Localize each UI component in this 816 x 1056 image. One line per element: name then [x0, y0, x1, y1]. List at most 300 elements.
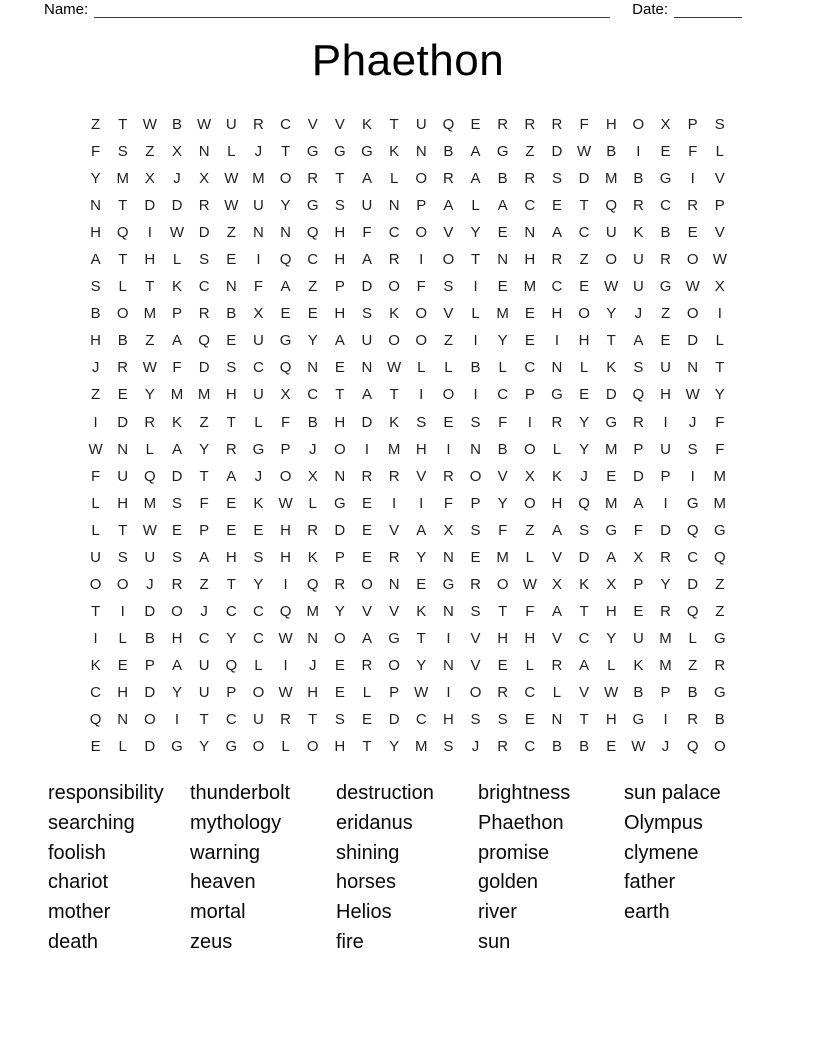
grid-letter: R — [632, 197, 644, 215]
grid-row — [82, 111, 733, 138]
grid-letter: T — [389, 386, 399, 404]
grid-letter: E — [579, 278, 590, 296]
grid-letter: H — [524, 629, 536, 647]
grid-row — [82, 381, 733, 408]
grid-letter: O — [279, 467, 292, 485]
grid-letter: Y — [606, 629, 617, 647]
grid-letter: D — [361, 278, 373, 296]
grid-letter: A — [171, 332, 182, 350]
grid-letter: I — [364, 440, 370, 458]
grid-letter: O — [361, 575, 373, 593]
grid-letter: E — [226, 521, 237, 539]
grid-letter: E — [280, 305, 291, 323]
word-item: sun palace — [624, 782, 721, 804]
grid-letter: V — [443, 224, 454, 242]
grid-letter: O — [578, 305, 590, 323]
grid-letter: J — [580, 467, 588, 485]
grid-letter: S — [171, 494, 182, 512]
grid-letter: G — [171, 738, 183, 756]
grid-letter: X — [714, 278, 725, 296]
grid-letter: C — [497, 386, 509, 404]
grid-letter: V — [443, 305, 454, 323]
grid-letter: I — [120, 602, 125, 620]
grid-letter: C — [252, 359, 264, 377]
grid-letter: G — [306, 143, 319, 161]
grid-letter: U — [632, 251, 644, 269]
word-list-column — [624, 779, 721, 958]
grid-letter: E — [226, 251, 237, 269]
grid-letter: H — [280, 548, 291, 566]
grid-letter: I — [663, 494, 668, 512]
grid-letter: D — [388, 711, 400, 729]
grid-letter: V — [579, 684, 590, 701]
grid-letter: S — [117, 548, 128, 566]
grid-letter: L — [172, 251, 182, 269]
grid-letter: E — [117, 656, 128, 674]
grid-letter: X — [280, 386, 291, 404]
wordsearch-grid — [82, 111, 733, 760]
word-item: thunderbolt — [190, 782, 291, 804]
grid-letter: G — [334, 143, 346, 161]
grid-letter: X — [253, 305, 264, 323]
grid-letter: O — [686, 305, 699, 323]
grid-letter: G — [334, 494, 346, 512]
grid-letter: A — [280, 278, 291, 296]
grid-letter: L — [118, 629, 127, 647]
grid-letter: N — [90, 197, 101, 215]
grid-letter: C — [660, 197, 671, 215]
grid-letter: A — [633, 494, 644, 512]
grid-letter: N — [225, 278, 237, 296]
grid-letter: Y — [606, 305, 617, 323]
grid-letter: X — [144, 170, 155, 188]
grid-letter: R — [252, 116, 264, 134]
grid-letter: C — [524, 684, 536, 701]
grid-letter: S — [470, 602, 481, 620]
grid-letter: I — [419, 494, 424, 512]
grid-letter: U — [225, 116, 237, 134]
grid-letter: F — [172, 359, 182, 377]
grid-letter: T — [335, 170, 345, 188]
grid-letter: N — [442, 656, 454, 674]
grid-letter: O — [415, 305, 428, 323]
grid-row — [82, 354, 733, 381]
grid-row — [82, 652, 733, 679]
grid-letter: O — [388, 332, 400, 350]
word-item: searching — [48, 811, 135, 834]
grid-letter: H — [334, 305, 346, 323]
grid-letter: F — [90, 467, 101, 485]
grid-letter: S — [117, 143, 128, 161]
grid-letter: G — [279, 332, 292, 350]
grid-letter: I — [256, 251, 261, 269]
grid-row — [82, 679, 733, 706]
grid-letter: H — [225, 548, 237, 566]
word-item: death — [48, 930, 99, 953]
grid-letter: O — [116, 305, 129, 323]
grid-letter: M — [713, 467, 727, 485]
grid-letter: I — [93, 629, 98, 647]
grid-letter: R — [361, 467, 373, 485]
word-item: chariot — [48, 871, 109, 894]
grid-letter: T — [470, 251, 481, 269]
word-item: zeus — [190, 930, 233, 953]
grid-letter: B — [117, 332, 128, 350]
grid-letter: I — [636, 143, 641, 161]
word-list-column — [478, 779, 624, 958]
grid-letter: Y — [171, 684, 182, 701]
grid-letter: E — [361, 521, 372, 539]
word-item: father — [624, 871, 676, 894]
grid-row — [82, 165, 733, 192]
grid-letter: M — [143, 494, 157, 512]
grid-letter: L — [308, 494, 317, 512]
grid-letter: Q — [198, 332, 210, 350]
grid-letter: F — [688, 143, 698, 161]
grid-letter: H — [90, 332, 101, 350]
grid-letter: T — [362, 738, 372, 756]
grid-letter: B — [497, 170, 508, 188]
grid-letter: S — [551, 170, 562, 188]
grid-letter: W — [224, 197, 239, 215]
grid-letter: T — [715, 359, 725, 377]
grid-letter: W — [278, 629, 293, 647]
grid-letter: U — [660, 440, 671, 458]
grid-letter: R — [388, 548, 400, 566]
grid-letter: L — [118, 738, 127, 756]
grid-row — [82, 598, 733, 625]
grid-letter: T — [416, 629, 426, 647]
grid-letter: H — [660, 386, 671, 404]
grid-letter: Y — [307, 332, 318, 350]
name-blank-line — [94, 2, 610, 18]
grid-letter: R — [497, 684, 509, 701]
grid-letter: I — [473, 278, 478, 296]
grid-letter: R — [442, 467, 454, 485]
grid-letter: Z — [199, 413, 209, 431]
grid-letter: T — [606, 332, 616, 350]
grid-letter: R — [334, 575, 346, 593]
grid-letter: E — [416, 575, 427, 593]
grid-letter: L — [688, 629, 697, 647]
grid-letter: R — [198, 197, 210, 215]
grid-row — [82, 490, 733, 517]
grid-letter: V — [551, 629, 562, 647]
grid-letter: O — [279, 170, 292, 188]
word-item: sun — [478, 930, 511, 953]
grid-letter: A — [470, 170, 481, 188]
grid-letter: K — [416, 602, 427, 620]
grid-letter: S — [334, 711, 345, 729]
grid-letter: C — [307, 251, 319, 269]
grid-letter: A — [361, 170, 372, 188]
grid-letter: M — [523, 278, 537, 296]
grid-letter: U — [632, 629, 644, 647]
grid-letter: N — [388, 197, 400, 215]
grid-letter: E — [633, 602, 644, 620]
word-list-column — [336, 779, 478, 958]
grid-letter: B — [633, 684, 644, 701]
grid-letter: H — [605, 602, 617, 620]
grid-letter: R — [225, 440, 237, 458]
grid-letter: O — [523, 440, 536, 458]
grid-letter: N — [252, 224, 264, 242]
grid-letter: B — [606, 143, 617, 161]
grid-letter: H — [334, 413, 346, 431]
grid-letter: G — [496, 143, 509, 161]
grid-letter: O — [252, 738, 265, 756]
grid-letter: X — [524, 467, 535, 485]
grid-letter: W — [604, 278, 619, 296]
grid-letter: Y — [199, 738, 210, 756]
grid-letter: O — [388, 656, 400, 674]
grid-letter: F — [253, 278, 263, 296]
grid-letter: U — [252, 386, 264, 404]
grid-letter: Z — [145, 143, 155, 161]
grid-letter: G — [659, 278, 672, 296]
grid-letter: P — [280, 440, 291, 458]
grid-letter: Q — [306, 575, 319, 593]
grid-letter: M — [713, 494, 727, 512]
grid-letter: N — [497, 251, 509, 269]
grid-letter: Y — [389, 738, 400, 756]
grid-letter: I — [174, 711, 180, 729]
grid-row — [82, 706, 733, 733]
grid-letter: S — [470, 711, 481, 729]
grid-row — [82, 273, 733, 300]
grid-row — [82, 625, 733, 652]
grid-letter: Q — [306, 224, 319, 242]
grid-letter: P — [524, 386, 535, 404]
grid-letter: Q — [442, 116, 455, 134]
word-item: horses — [336, 871, 397, 894]
grid-letter: E — [524, 305, 535, 323]
grid-letter: Q — [225, 656, 238, 674]
grid-letter: E — [687, 224, 698, 242]
grid-letter: L — [552, 440, 562, 458]
grid-letter: J — [200, 602, 208, 620]
grid-letter: C — [225, 602, 237, 620]
grid-letter: S — [90, 278, 101, 296]
header — [44, 1, 742, 19]
grid-letter: I — [690, 170, 695, 188]
grid-row — [82, 517, 733, 544]
grid-letter: D — [605, 386, 617, 404]
grid-row — [82, 436, 733, 463]
grid-letter: G — [388, 629, 400, 647]
grid-letter: R — [551, 656, 563, 674]
grid-letter: F — [90, 143, 101, 161]
grid-letter: M — [604, 170, 618, 188]
grid-letter: R — [171, 575, 183, 593]
grid-letter: H — [144, 251, 156, 269]
grid-letter: L — [579, 359, 589, 377]
grid-letter: M — [604, 440, 618, 458]
grid-letter: I — [419, 251, 424, 269]
grid-letter: E — [117, 386, 128, 404]
grid-letter: L — [254, 656, 263, 674]
grid-letter: U — [252, 197, 264, 215]
grid-letter: K — [389, 143, 400, 161]
grid-letter: K — [389, 305, 400, 323]
grid-letter: E — [226, 494, 237, 512]
grid-letter: T — [145, 278, 155, 296]
grid-letter: F — [443, 494, 453, 512]
grid-letter: C — [198, 629, 210, 647]
grid-letter: B — [307, 413, 318, 431]
grid-letter: A — [551, 224, 562, 242]
grid-letter: R — [660, 602, 671, 620]
grid-letter: Q — [144, 467, 156, 485]
grid-letter: Y — [660, 575, 671, 593]
grid-letter: O — [605, 251, 618, 269]
grid-letter: N — [415, 143, 427, 161]
grid-letter: Y — [226, 629, 237, 647]
grid-letter: A — [226, 467, 237, 485]
grid-letter: C — [524, 197, 536, 215]
grid-letter: H — [307, 684, 319, 701]
grid-letter: R — [660, 251, 671, 269]
grid-letter: C — [225, 711, 237, 729]
grid-letter: M — [170, 386, 184, 404]
grid-letter: W — [522, 575, 537, 593]
grid-letter: T — [579, 602, 589, 620]
grid-letter: V — [497, 467, 508, 485]
grid-letter: P — [334, 278, 345, 296]
grid-letter: F — [579, 116, 589, 134]
grid-letter: I — [690, 467, 695, 485]
grid-letter: A — [361, 386, 372, 404]
grid-letter: Y — [90, 170, 101, 188]
grid-letter: X — [443, 521, 454, 539]
grid-letter: E — [606, 738, 617, 756]
grid-letter: A — [470, 143, 481, 161]
grid-letter: D — [361, 413, 373, 431]
grid-letter: E — [334, 656, 345, 674]
grid-letter: S — [579, 521, 590, 539]
grid-letter: T — [579, 197, 589, 215]
grid-letter: D — [117, 413, 129, 431]
grid-letter: E — [226, 332, 237, 350]
grid-row — [82, 300, 733, 327]
grid-letter: W — [414, 684, 429, 701]
grid-letter: N — [361, 359, 373, 377]
grid-letter: O — [415, 224, 428, 242]
grid-letter: H — [334, 224, 346, 242]
grid-letter: S — [687, 440, 698, 458]
grid-letter: T — [118, 251, 128, 269]
grid-letter: R — [470, 575, 481, 593]
grid-letter: R — [551, 116, 563, 134]
grid-letter: E — [361, 711, 372, 729]
grid-letter: M — [197, 386, 211, 404]
grid-letter: P — [660, 684, 671, 701]
grid-letter: C — [687, 548, 699, 566]
grid-letter: T — [226, 575, 236, 593]
grid-letter: P — [226, 684, 237, 701]
grid-letter: I — [147, 224, 152, 242]
grid-letter: X — [633, 548, 644, 566]
word-item: golden — [478, 871, 539, 894]
grid-letter: H — [90, 224, 101, 242]
grid-row — [82, 219, 733, 246]
grid-letter: E — [551, 197, 562, 215]
grid-letter: A — [361, 629, 372, 647]
grid-letter: U — [90, 548, 101, 566]
grid-letter: V — [714, 224, 725, 242]
grid-letter: G — [361, 143, 373, 161]
grid-letter: I — [663, 413, 668, 431]
grid-row — [82, 463, 733, 490]
word-item: eridanus — [336, 811, 413, 834]
grid-letter: B — [497, 440, 508, 458]
grid-letter: E — [470, 548, 481, 566]
grid-letter: E — [497, 656, 508, 674]
grid-letter: P — [633, 440, 644, 458]
grid-letter: V — [389, 602, 400, 620]
grid-letter: W — [685, 278, 700, 296]
grid-letter: O — [442, 386, 455, 404]
grid-letter: T — [118, 521, 128, 539]
grid-letter: W — [142, 116, 157, 134]
word-item: foolish — [48, 841, 106, 864]
grid-row — [82, 327, 733, 354]
grid-letter: N — [117, 711, 129, 729]
grid-letter: P — [144, 656, 155, 674]
grid-letter: I — [419, 386, 424, 404]
grid-letter: C — [388, 224, 400, 242]
grid-letter: C — [198, 278, 210, 296]
grid-letter: M — [496, 548, 509, 566]
grid-letter: H — [524, 251, 536, 269]
grid-letter: D — [334, 521, 346, 539]
grid-letter: Y — [579, 413, 590, 431]
grid-letter: J — [254, 143, 263, 161]
grid-letter: O — [415, 170, 428, 188]
grid-letter: O — [415, 332, 428, 350]
grid-letter: T — [280, 143, 291, 161]
grid-letter: O — [632, 116, 645, 134]
grid-letter: Y — [280, 197, 291, 215]
grid-letter: I — [717, 305, 722, 323]
grid-letter: D — [144, 684, 156, 701]
grid-letter: Z — [525, 143, 535, 161]
grid-letter: Q — [279, 251, 292, 269]
grid-letter: D — [632, 467, 644, 485]
grid-letter: B — [660, 224, 671, 242]
grid-letter: R — [307, 170, 319, 188]
grid-letter: J — [254, 467, 263, 485]
grid-letter: B — [551, 738, 562, 756]
grid-letter: P — [199, 521, 210, 539]
word-list-column — [190, 779, 336, 958]
grid-letter: R — [442, 170, 454, 188]
grid-letter: R — [198, 305, 210, 323]
grid-letter: P — [470, 494, 481, 512]
grid-letter: J — [308, 440, 317, 458]
grid-letter: O — [116, 575, 129, 593]
grid-letter: N — [442, 602, 454, 620]
grid-letter: N — [334, 467, 346, 485]
grid-letter: M — [604, 494, 618, 512]
grid-letter: Q — [686, 738, 699, 756]
grid-letter: O — [388, 278, 400, 296]
grid-letter: L — [552, 684, 562, 701]
grid-letter: N — [307, 359, 319, 377]
grid-letter: O — [469, 684, 482, 701]
grid-letter: T — [199, 467, 209, 485]
grid-letter: A — [579, 656, 590, 674]
